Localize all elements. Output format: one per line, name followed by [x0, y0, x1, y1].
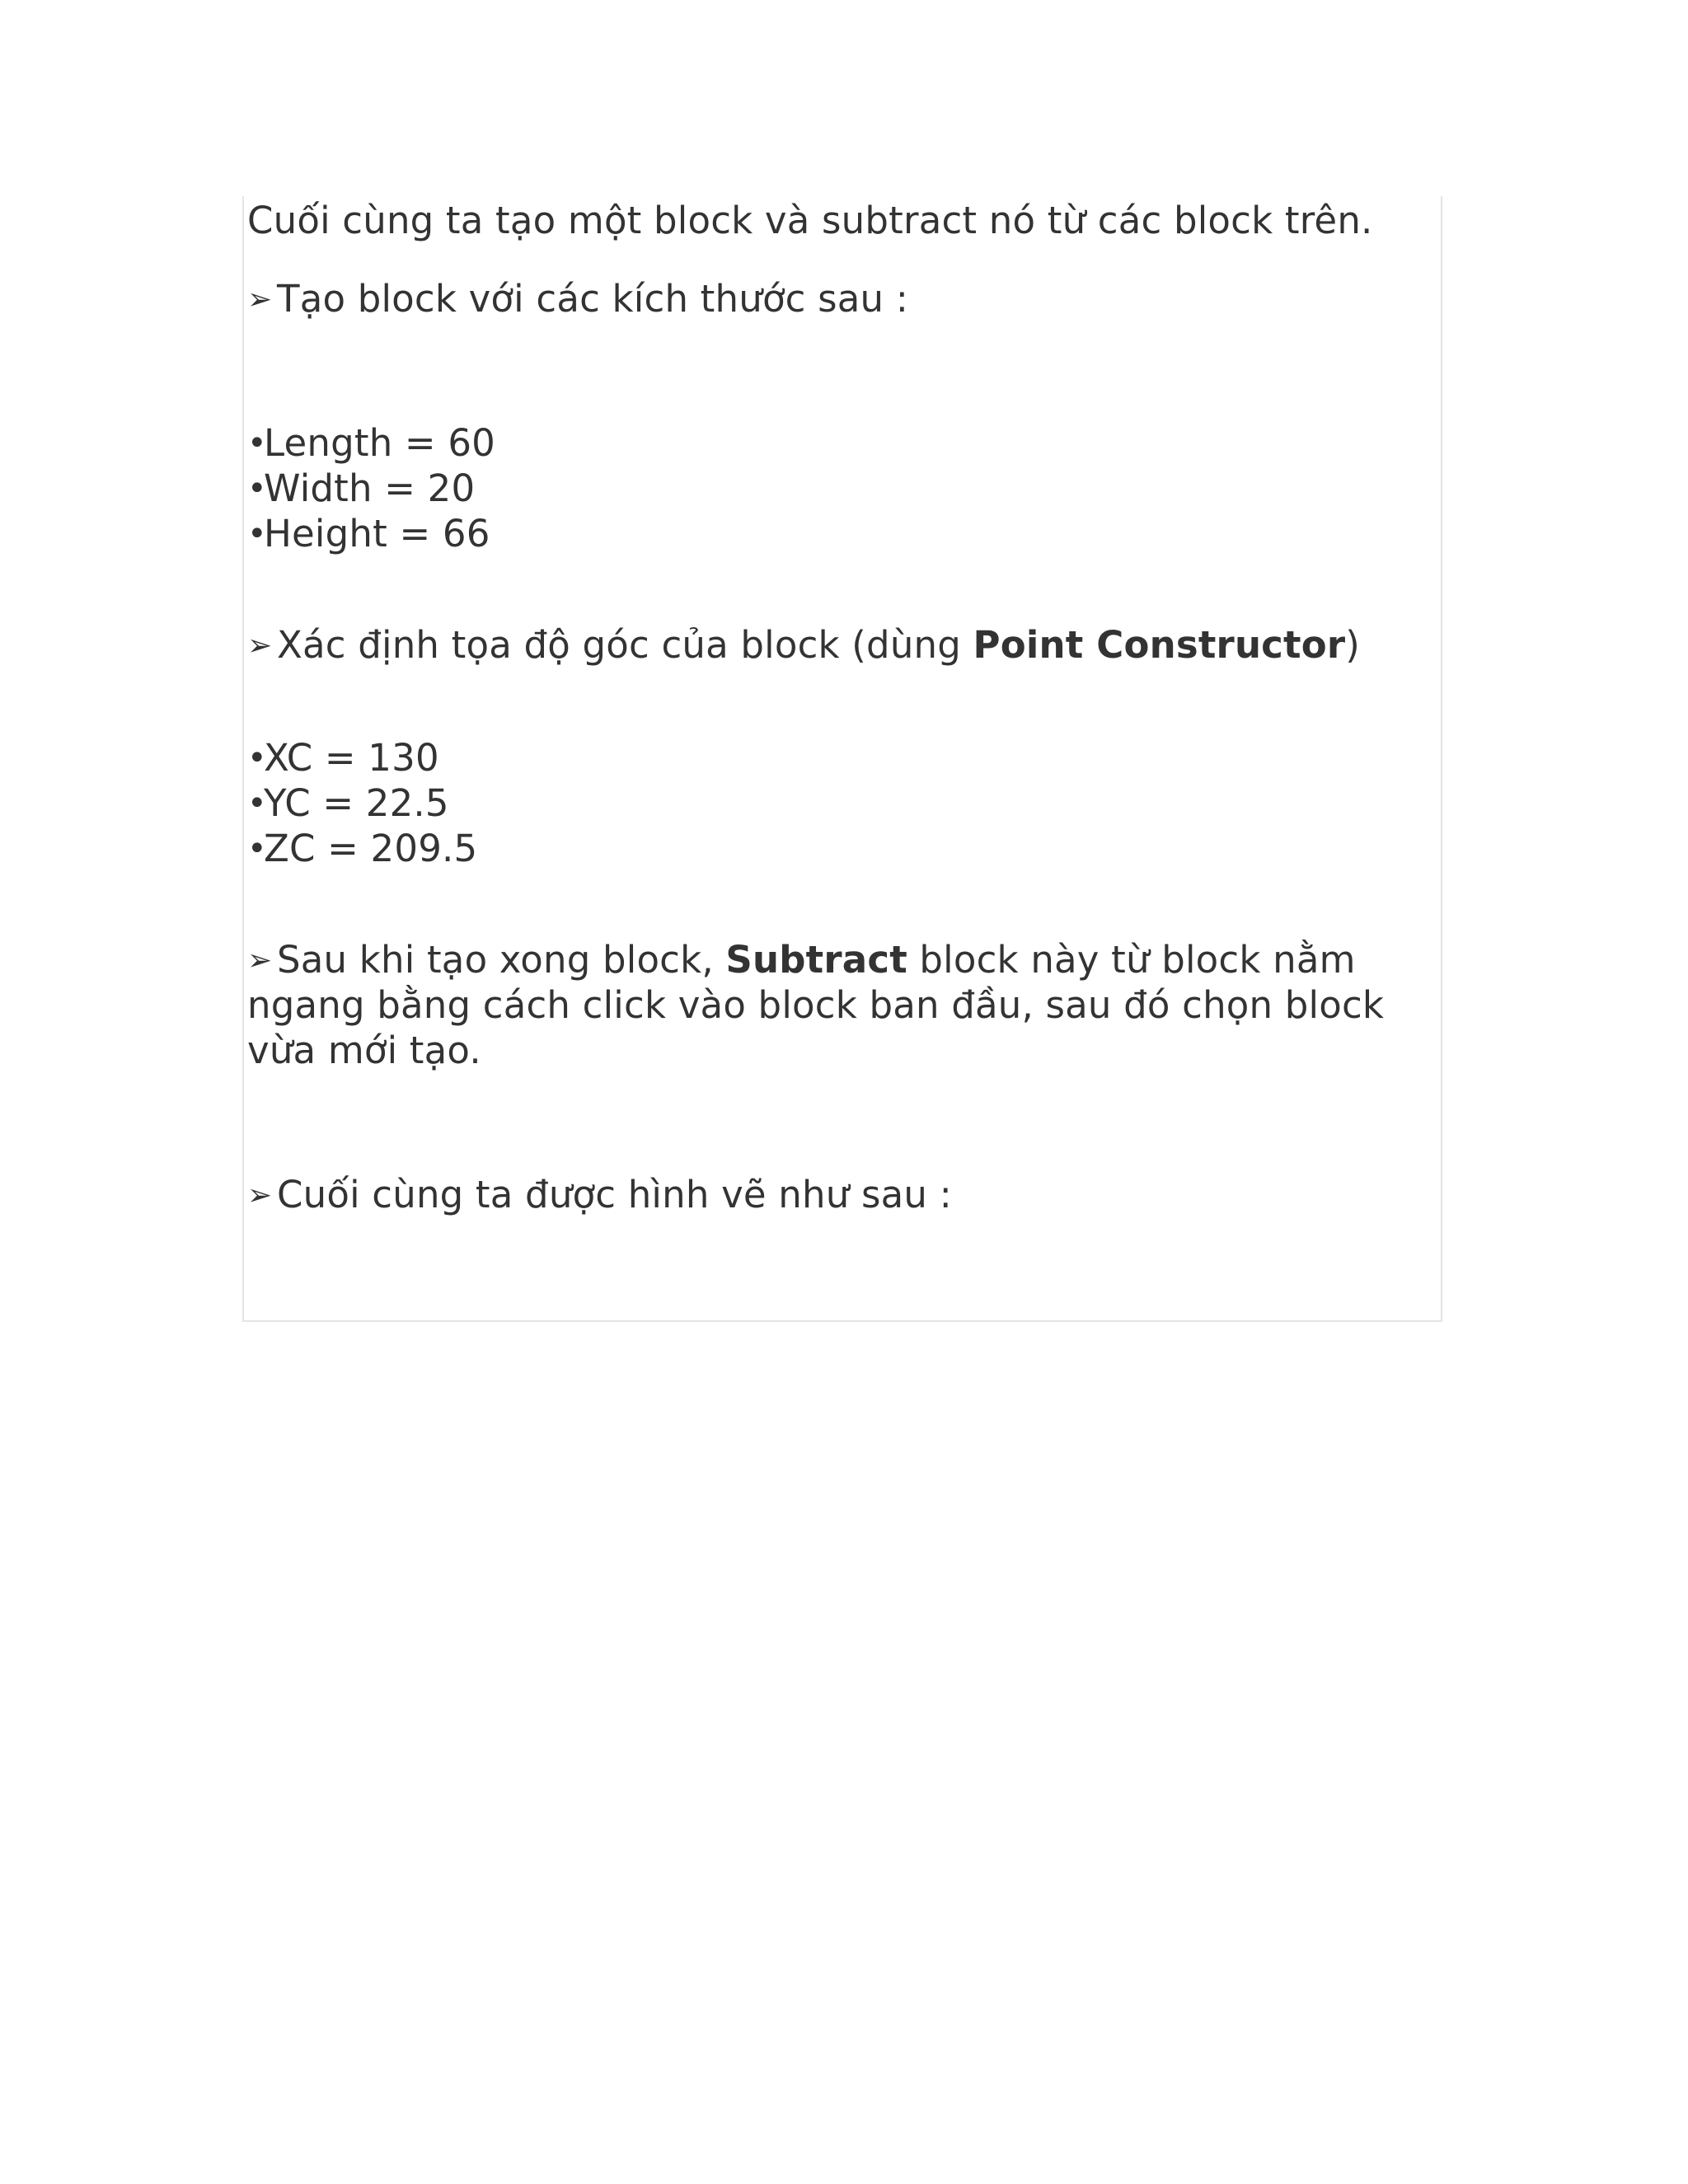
arrow-bullet-icon: ➢: [247, 629, 273, 663]
coordinate-item: [247, 826, 477, 872]
step-final-text: Cuối cùng ta được hình vẽ như sau :: [277, 1173, 952, 1216]
step-subtract-line2: ngang bằng cách click vào block ban đầu, sau đó chọn block: [247, 983, 1385, 1027]
bullet-icon: •: [247, 470, 267, 508]
bullet-icon: •: [247, 785, 267, 823]
intro-text: Cuối cùng ta tạo một block và subtract nó từ các block trên.: [247, 199, 1373, 242]
step-corner-text-end: ): [1345, 623, 1361, 667]
coordinate-xc: XC = 130: [264, 736, 439, 780]
bullet-icon: •: [247, 739, 267, 777]
step-subtract-text-end: block này từ block nằm: [907, 938, 1356, 982]
coordinate-zc: ZC = 209.5: [264, 827, 478, 870]
bullet-icon: •: [247, 830, 267, 868]
arrow-bullet-icon: ➢: [247, 283, 273, 316]
coordinate-yc: YC = 22.5: [264, 781, 449, 825]
dimension-length: Length = 60: [264, 421, 495, 465]
arrow-bullet-icon: ➢: [247, 944, 273, 977]
step-subtract-line3: vừa mới tạo.: [247, 1029, 481, 1072]
bullet-icon: •: [247, 424, 267, 462]
dimension-item: [247, 511, 490, 557]
bullet-icon: •: [247, 515, 267, 553]
step-subtract-text: Sau khi tạo xong block,: [277, 938, 726, 982]
step-create-block: [247, 276, 908, 323]
step-create-block-text: Tạo block với các kích thước sau :: [277, 277, 909, 321]
step-final-figure: [247, 1172, 952, 1219]
coordinate-item: [247, 780, 449, 827]
point-constructor-label: Point Constructor: [973, 623, 1346, 667]
dimension-width: Width = 20: [264, 466, 476, 510]
arrow-bullet-icon: ➢: [247, 1179, 273, 1212]
dimension-height: Height = 66: [264, 512, 490, 555]
coordinate-item: [247, 735, 439, 781]
subtract-label: Subtract: [725, 938, 907, 982]
dimension-item: [247, 420, 495, 466]
dimension-item: [247, 466, 475, 512]
step-corner-text: Xác định tọa độ góc của block (dùng: [277, 623, 973, 667]
step-subtract: [247, 937, 1356, 984]
step-corner-coordinates: [247, 622, 1360, 669]
